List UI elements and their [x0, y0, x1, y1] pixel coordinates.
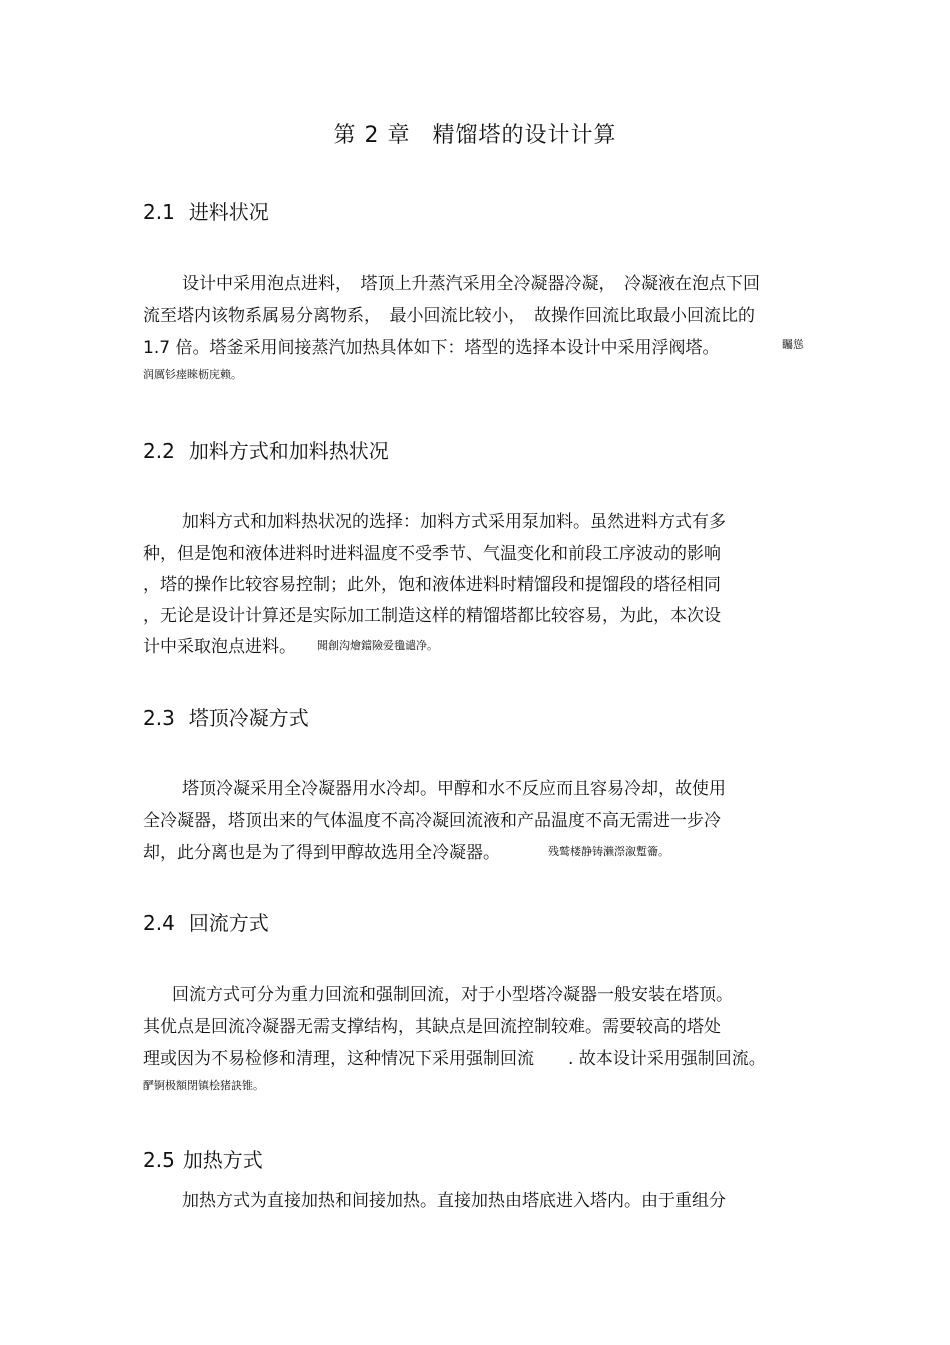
garbled-text: 酽锕极額閉镇桧猪訣锥。 [143, 1079, 264, 1092]
paragraph-line: 1.7 倍。塔釜采用间接蒸汽加热具体如下：塔型的选择本设计中采用浮阀塔。 [143, 338, 720, 358]
paragraph-line: 加热方式为直接加热和间接加热。直接加热由塔底进入塔内。由于重组分 [182, 1191, 726, 1211]
paragraph-line: 却，此分离也是为了得到甲醇故选用全冷凝器。 [143, 843, 500, 863]
garbled-text: 矚慫 [782, 338, 804, 351]
section-heading-2-1 [143, 196, 269, 225]
paragraph-line: 加料方式和加料热状况的选择：加料方式采用泵加料。虽然进料方式有多 [182, 512, 726, 532]
section-number: 2.1 [143, 200, 175, 224]
paragraph-line: 塔顶冷凝采用全冷凝器用水冷却。甲醇和水不反应而且容易冷却，故使用 [182, 779, 726, 799]
section-title: 加热方式 [182, 1148, 263, 1172]
section-title: 加料方式和加料热状况 [188, 439, 389, 463]
paragraph-line: 全冷凝器，塔顶出来的气体温度不高冷凝回流液和产品温度不高无需进一步冷 [143, 811, 721, 831]
section-heading-2-3 [143, 702, 309, 731]
chapter-title [0, 118, 950, 149]
paragraph-line: 其优点是回流冷凝器无需支撑结构，其缺点是回流控制较难。需要较高的塔处 [143, 1017, 721, 1037]
paragraph-line: 回流方式可分为重力回流和强制回流，对于小型塔冷凝器一般安装在塔顶。 [172, 985, 733, 1005]
section-heading-2-4 [143, 907, 269, 936]
paragraph-line: ，塔的操作比较容易控制；此外，饱和液体进料时精馏段和提馏段的塔径相同 [143, 575, 721, 595]
section-title: 回流方式 [188, 911, 269, 935]
garbled-text: 聞創沟燴鐺險爱氇谴净。 [317, 639, 438, 652]
paragraph-line: 设计中采用泡点进料， 塔顶上升蒸汽采用全冷凝器冷凝， 冷凝液在泡点下回 [182, 274, 760, 294]
chapter-name: 精馏塔的设计计算 [432, 123, 617, 148]
section-number: 2.3 [143, 706, 175, 730]
garbled-text: 残鹫楼静铸濑漈溆蹔籥。 [548, 845, 669, 858]
paragraph-line: ，无论是设计计算还是实际加工制造这样的精馏塔都比较容易，为此，本次设 [143, 606, 721, 626]
section-number: 2.2 [143, 439, 175, 463]
section-title: 塔顶冷凝方式 [188, 706, 309, 730]
paragraph-line: 种，但是饱和液体进料时进料温度不受季节、气温变化和前段工序波动的影响 [143, 544, 721, 564]
chapter-prefix: 第 2 章 [333, 123, 411, 148]
garbled-text: 润厲钐瘗睞枥庑赖。 [143, 368, 242, 381]
paragraph-line: 理或因为不易检修和清理，这种情况下采用强制回流 . 故本设计采用强制回流。 [143, 1049, 766, 1069]
paragraph-line: 计中采取泡点进料。 [143, 637, 296, 657]
section-heading-2-2 [143, 435, 389, 464]
section-title: 进料状况 [188, 200, 269, 224]
paragraph-line: 流至塔内该物系属易分离物系， 最小回流比较小， 故操作回流比取最小回流比的 [143, 306, 755, 326]
section-heading-2-5 [143, 1144, 263, 1173]
section-number: 2.4 [143, 911, 175, 935]
section-number: 2.5 [143, 1148, 175, 1172]
